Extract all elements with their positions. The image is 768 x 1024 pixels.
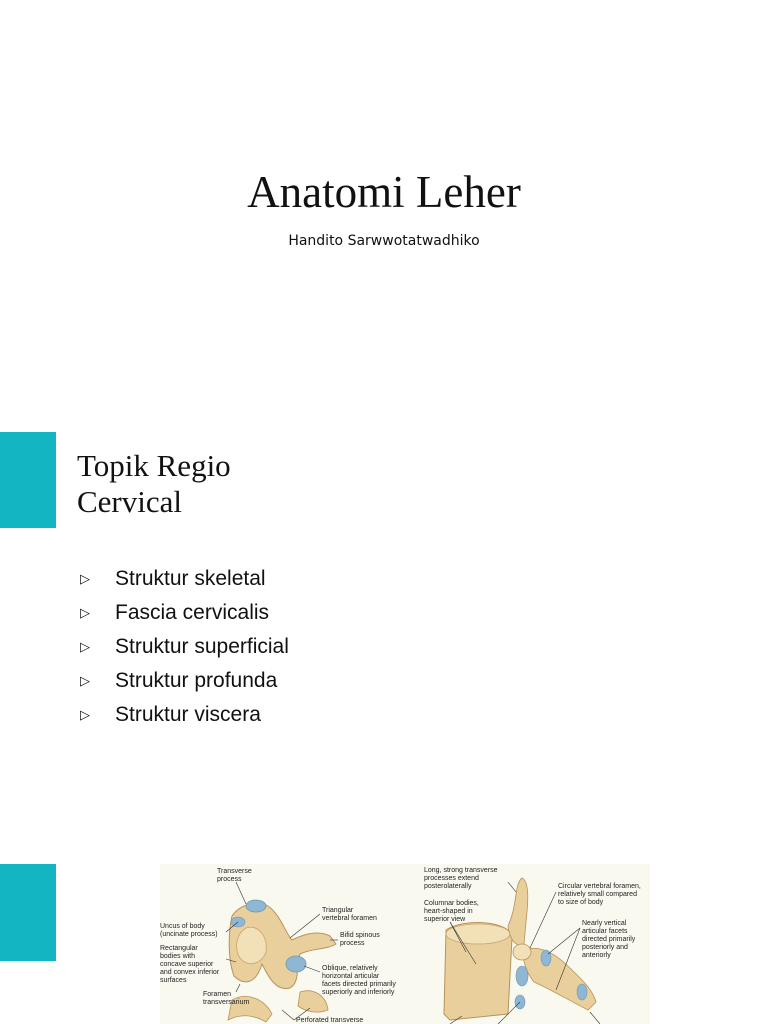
bullet-text: Struktur profunda [115,669,278,692]
label-circular-foramen: to size of body [558,899,604,906]
bullet-item [80,664,289,698]
bullet-item [80,596,289,630]
label-rectangular-bodies: Rectangular [160,945,198,952]
label-long-transverse: Long, strong transverse [424,867,498,874]
label-vertical-facets: anteriorly [582,952,611,959]
triangle-right-outline-icon: ▷ [80,571,90,586]
vertebra-figure-slide [0,864,768,1024]
label-columnar-bodies: Columnar bodies, [424,900,479,907]
label-long-transverse: posterolaterally [424,883,472,890]
topic-bullet-list [80,562,289,732]
label-transverse-process: process [217,876,242,883]
label-rectangular-bodies: bodies with [160,953,196,960]
label-foramen-transversarium: transversarium [203,999,250,1006]
topic-title [77,448,377,520]
triangle-right-outline-icon: ▷ [80,639,90,654]
label-vertical-facets: directed primarily [582,936,636,943]
topic-title-line-1: Topik Regio [77,448,231,483]
label-oblique-facets: facets directed primarily [322,981,396,988]
label-columnar-bodies: heart-shaped in [424,908,473,915]
label-oblique-facets: superiorly and inferiorly [322,989,395,996]
triangle-right-outline-icon: ▷ [80,673,90,688]
topic-title-line-2: Cervical [77,484,183,519]
triangle-right-outline-icon: ▷ [80,605,90,620]
label-perforated-transverse: Perforated transverse [296,1017,364,1024]
label-circular-foramen: Circular vertebral foramen, [558,883,641,890]
triangle-right-outline-icon: ▷ [80,707,90,722]
label-bifid-spinous: process [340,940,365,947]
label-triangular-foramen: vertebral foramen [322,915,377,922]
label-uncus-of-body: (uncinate process) [160,931,218,938]
title-slide [0,0,768,432]
label-columnar-bodies: superior view [424,916,466,923]
bullet-text: Struktur superficial [115,635,289,658]
label-triangular-foramen: Triangular [322,907,354,914]
bullet-text: Struktur skeletal [115,567,266,590]
bullet-item [80,562,289,596]
accent-bar [0,432,56,528]
label-rectangular-bodies: concave superior [160,961,214,968]
label-circular-foramen: relatively small compared [558,891,637,898]
slide-title: Anatomi Leher [247,167,521,217]
label-uncus-of-body: Uncus of body [160,923,205,930]
label-foramen-transversarium: Foramen [203,991,232,998]
label-oblique-facets: Oblique, relatively [322,965,378,972]
bullet-text: Fascia cervicalis [115,601,270,624]
label-rectangular-bodies: and convex inferior [160,969,220,976]
label-bifid-spinous: Bifid spinous [340,932,380,939]
bullet-item [80,630,289,664]
label-vertical-facets: articular facets [582,928,628,935]
label-rectangular-bodies: surfaces [160,977,187,984]
topic-slide [0,432,768,864]
slide-subtitle: Handito Sarwwotatwadhiko [288,233,480,249]
label-long-transverse: processes extend [424,875,479,882]
bullet-item [80,698,289,732]
label-oblique-facets: horizontal articular [322,973,380,980]
label-transverse-process: Transverse [217,868,252,875]
label-vertical-facets: Nearly vertical [582,920,627,927]
vertebra-figures [0,864,768,1024]
bullet-text: Struktur viscera [115,703,261,726]
label-vertical-facets: posteriorly and [582,944,628,951]
